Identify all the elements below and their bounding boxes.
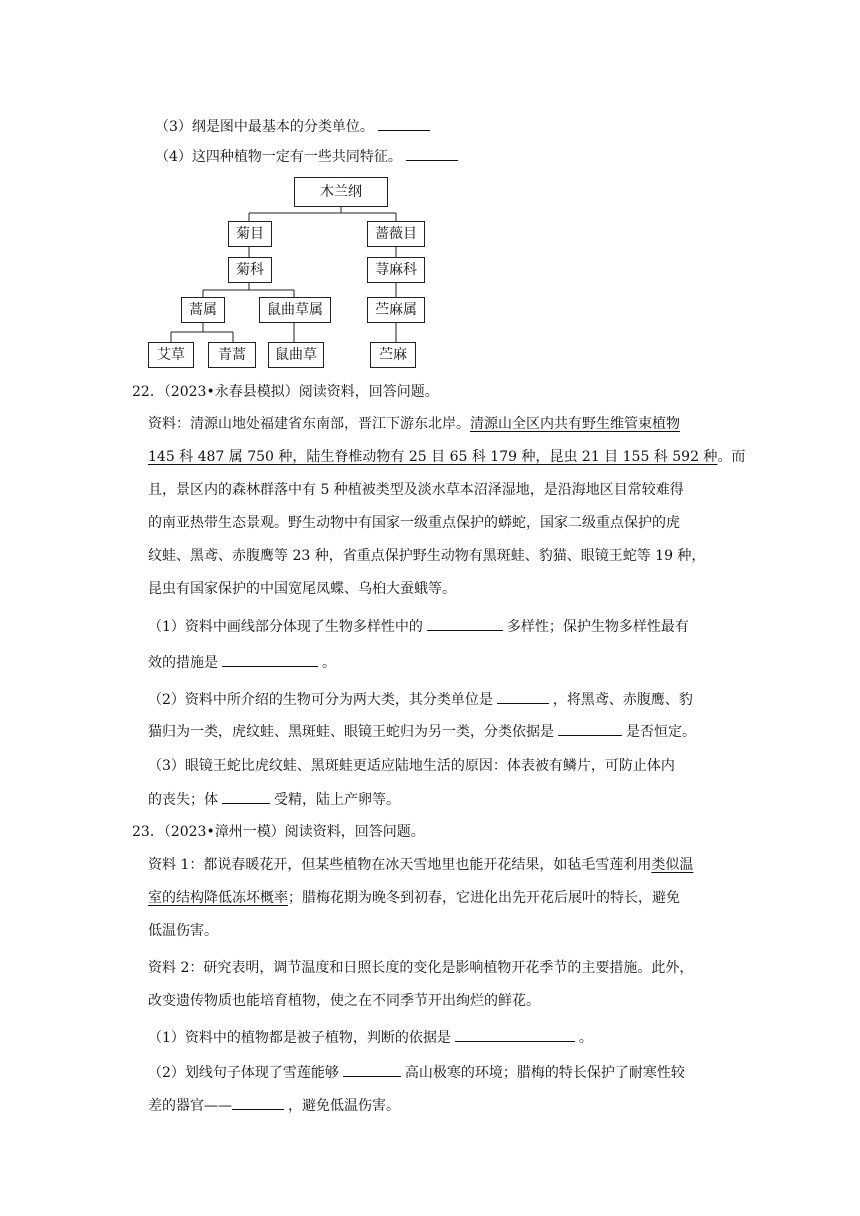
answer-blank[interactable] — [497, 689, 549, 704]
tree-node-species-1: 艾草 — [148, 342, 194, 368]
q22-sub2-text: ，将黑鸢、赤腹鹰、豹 — [552, 692, 693, 708]
q22-sub1-line1 — [148, 616, 689, 637]
q22-underlined-text: 清源山全区内共有野生维管束植物 — [470, 416, 680, 432]
tree-node-genus-3: 苎麻属 — [367, 297, 425, 323]
tree-node-order-right: 蔷薇目 — [367, 221, 425, 247]
q23-material1-line1 — [148, 855, 693, 875]
q22-sub3-text: 的丧失；体 — [148, 792, 218, 808]
q21-item4-text: （4）这四种植物一定有一些共同特征。 — [155, 149, 402, 165]
q23-underlined-text: 室的结构降低冻坏概率 — [148, 890, 288, 906]
q23-material2-line1: 资料 2：研究表明，调节温度和日照长度的变化是影响植物开花季节的主要措施。此外， — [148, 960, 694, 976]
q23-sub1 — [148, 1027, 593, 1048]
tree-node-order-left: 菊目 — [228, 221, 272, 247]
q23-material2-line2: 改变遗传物质也能培育植物，使之在不同季节开出绚烂的鲜花。 — [148, 993, 540, 1009]
q23-material-text: ；腊梅花期为晚冬到初春，它进化出先开花后展叶的特长，避免 — [288, 890, 680, 906]
q22-passage-line-5: 纹蛙、黑鸢、赤腹鹰等 23 种，省重点保护野生动物有黑斑蛙、豹猫、眼镜王蛇等 19 种， — [148, 548, 706, 564]
q23-material-text: 资料 1：都说春暖花开，但某些植物在冰天雪地里也能开花结果，如毡毛雪莲利用 — [148, 857, 652, 873]
q23-material1-line2 — [148, 888, 680, 908]
q23-sub1-text: （1）资料中的植物都是被子植物，判断的依据是 — [148, 1030, 451, 1046]
tree-node-genus-2: 鼠曲草属 — [259, 297, 331, 323]
q22-sub2-text: （2）资料中所介绍的生物可分为两大类，其分类单位是 — [148, 692, 493, 708]
q22-sub1-line2 — [148, 652, 336, 673]
q23-sub2-text: 高山极寒的环境；腊梅的特长保护了耐寒性较 — [404, 1065, 685, 1081]
q22-sub2-text: 猫归为一类，虎纹蛙、黑斑蛙、眼镜王蛇归为另一类，分类依据是 — [148, 724, 554, 740]
q23-sub2-line1 — [148, 1062, 685, 1083]
q22-passage-line-6: 昆虫有国家保护的中国宽尾凤蝶、乌桕大蚕蛾等。 — [148, 581, 456, 597]
tree-node-genus-1: 蒿属 — [181, 297, 225, 323]
tree-node-class: 木兰纲 — [294, 177, 388, 207]
q22-sub1-text: （1）资料中画线部分体现了生物多样性中的 — [148, 619, 423, 635]
tree-node-species-3: 鼠曲草 — [268, 342, 324, 368]
classification-tree-connectors — [0, 0, 860, 380]
q23-underlined-text: 类似温 — [651, 857, 694, 873]
tree-node-species-4: 苎麻 — [370, 342, 416, 368]
q23-sub2-text: ，避免低温伤害。 — [288, 1098, 400, 1114]
q22-sub3-text: 受精，陆上产卵等。 — [274, 792, 400, 808]
answer-blank[interactable] — [222, 652, 318, 667]
tree-node-family-left: 菊科 — [228, 257, 272, 283]
q22-sub3-line1: （3）眼镜王蛇比虎纹蛙、黑斑蛙更适应陆地生活的原因：体表被有鳞片，可防止体内 — [148, 758, 675, 774]
tree-node-species-2: 青蒿 — [208, 342, 256, 368]
q23-material1-line3: 低温伤害。 — [148, 923, 218, 939]
q23-sub1-text: 。 — [578, 1030, 593, 1046]
answer-blank[interactable] — [343, 1062, 401, 1077]
q22-passage-text: 。而 — [717, 449, 746, 465]
tree-node-family-right: 荨麻科 — [367, 257, 425, 283]
q22-sub1-text: 。 — [322, 655, 336, 671]
q23-sub2-line2 — [148, 1095, 400, 1116]
q22-passage-line-4: 的南亚热带生态景观。野生动物中有国家一级重点保护的蟒蛇，国家二级重点保护的虎 — [148, 515, 680, 531]
q22-sub3-line2 — [148, 789, 400, 810]
q22-underlined-text: 145 科 487 属 750 种，陆生脊椎动物有 25 目 65 科 179 种，昆虫 21 目 155 科 592 种 — [148, 449, 718, 465]
q22-passage-text: 资料：清源山地处福建省东南部，晋江下游东北岸。 — [148, 416, 470, 432]
q22-sub1-text: 多样性；保护生物多样性最有 — [506, 619, 689, 635]
q23-header: 23．（2023•漳州一模）阅读资料，回答问题。 — [132, 824, 425, 840]
q22-sub1-text: 效的措施是 — [148, 655, 218, 671]
answer-blank[interactable] — [558, 721, 622, 736]
q22-sub2-line1 — [148, 689, 693, 710]
q22-passage-line-2 — [148, 447, 745, 467]
answer-blank[interactable] — [222, 789, 270, 804]
answer-blank[interactable] — [455, 1027, 575, 1042]
q22-sub2-text: 是否恒定。 — [626, 724, 696, 740]
q22-passage-line-1 — [148, 414, 680, 434]
q22-sub2-line2 — [148, 721, 696, 742]
q21-item3-text: （3）纲是图中最基本的分类单位。 — [155, 119, 374, 135]
q22-header: 22．（2023•永春县模拟）阅读资料，回答问题。 — [132, 384, 439, 400]
answer-blank[interactable] — [232, 1095, 284, 1110]
answer-blank[interactable] — [427, 616, 503, 631]
q23-sub2-text: 差的器官—— — [148, 1098, 232, 1114]
q23-sub2-text: （2）划线句子体现了雪莲能够 — [148, 1065, 339, 1081]
q22-passage-line-3: 且，景区内的森林群落中有 5 种植被类型及淡水草本沼泽湿地，是沿海地区目常较难得 — [148, 482, 684, 498]
